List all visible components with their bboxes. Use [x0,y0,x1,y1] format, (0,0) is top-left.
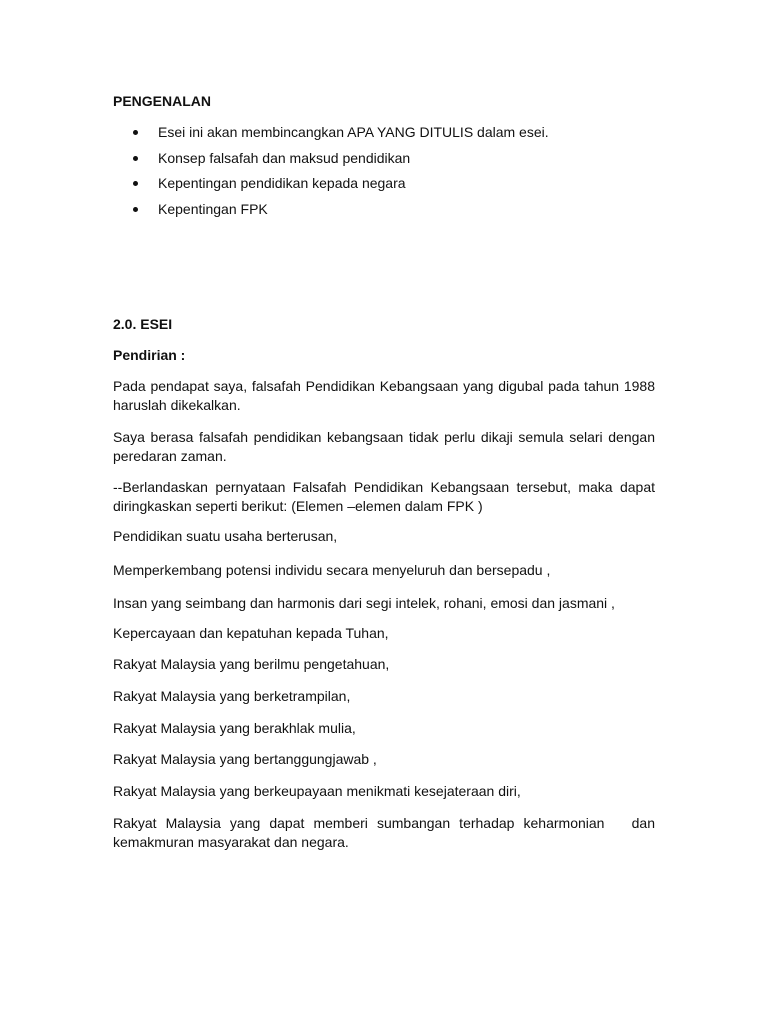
bullet-icon [133,207,138,212]
paragraph: Pada pendapat saya, falsafah Pendidikan Kebangsaan yang digubal pada tahun 1988 haruslah dikekalkan. [113,378,655,413]
bullet-text: Konsep falsafah dan maksud pendidikan [158,149,411,166]
bullet-text: Kepentingan pendidikan kepada negara [158,175,406,191]
essay-heading: 2.0. ESEI [113,316,173,332]
paragraph: Insan yang seimbang dan harmonis dari segi intelek, rohani, emosi dan jasmani , [113,595,615,611]
intro-bullet-list [113,124,549,226]
intro-heading: PENGENALAN [113,93,212,109]
essay-subheading: Pendirian : [113,347,186,363]
list-item [113,150,549,176]
paragraph: Kepercayaan dan kepatuhan kepada Tuhan, [113,625,389,641]
paragraph: Rakyat Malaysia yang berakhlak mulia, [113,720,356,736]
bullet-icon [133,181,138,186]
list-item [113,201,549,227]
paragraph: Memperkembang potensi individu secara menyeluruh dan bersepadu , [113,562,551,578]
paragraph: Rakyat Malaysia yang berketrampilan, [113,688,351,704]
paragraph: Saya berasa falsafah pendidikan kebangsaan tidak perlu dikaji semula selari dengan peredaran zaman. [113,429,655,464]
paragraph: Rakyat Malaysia yang bertanggungjawab , [113,751,377,767]
paragraph: Pendidikan suatu usaha berterusan, [113,528,338,544]
bullet-text: Kepentingan FPK [158,200,268,217]
bullet-icon [133,130,138,135]
paragraph: Rakyat Malaysia yang dapat memberi sumbangan terhadap keharmonian dan kemakmuran masyarakat dan negara. [113,815,659,850]
list-item [113,175,549,201]
paragraph: Rakyat Malaysia yang berilmu pengetahuan, [113,656,390,672]
bullet-text: Esei ini akan membincangkan APA YANG DITULIS dalam esei. [158,124,549,140]
bullet-icon [133,156,138,161]
paragraph: --Berlandaskan pernyataan Falsafah Pendidikan Kebangsaan tersebut, maka dapat diringkaskan seperti berikut: (Elemen –elemen dalam FPK ) [113,479,655,514]
paragraph: Rakyat Malaysia yang berkeupayaan menikmati kesejateraan diri, [113,783,521,799]
list-item [113,124,549,150]
